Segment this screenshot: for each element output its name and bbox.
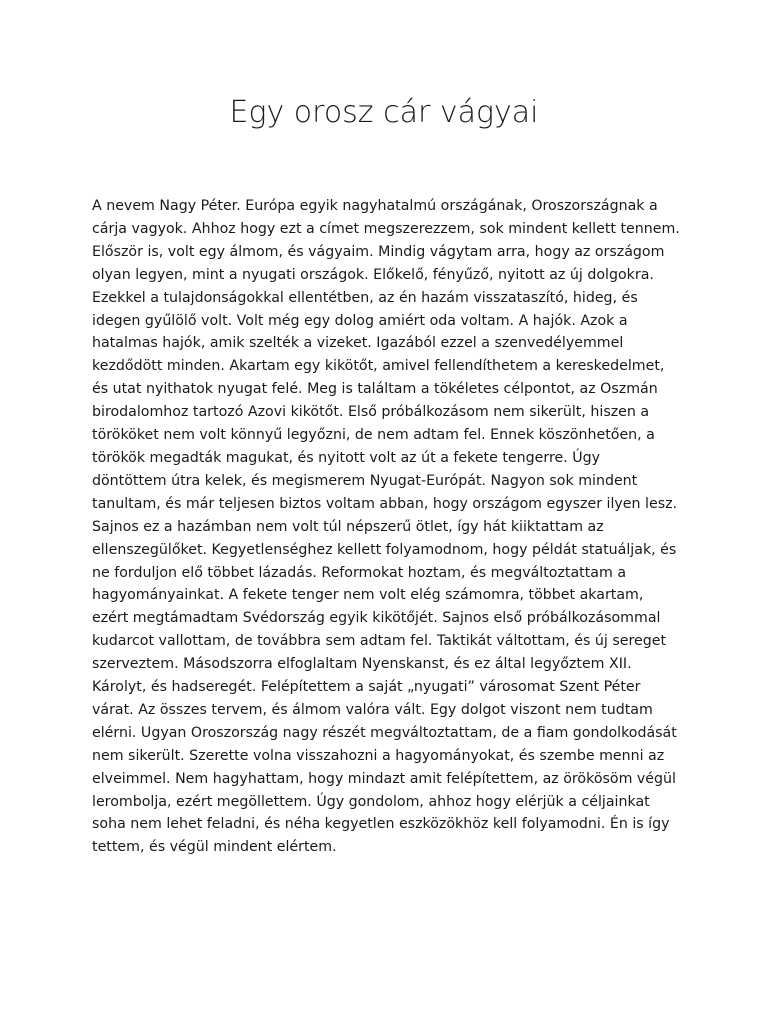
body-line: szerveztem. Másodszorra elfoglaltam Nyenskanst, és ez által legyőztem XII. [92,656,632,673]
body-line: olyan legyen, mint a nyugati országok. Előkelő, fényűző, nyitott az új dolgokra. [92,266,654,283]
body-line: kezdődött minden. Akartam egy kikötőt, amivel fellendíthetem a kereskedelmet, [92,358,665,375]
body-line: kudarcot vallottam, de továbbra sem adtam fel. Taktikát váltottam, és új sereget [92,633,667,650]
body-line: Ezekkel a tulajdonságokkal ellentétben, az én hazám visszataszító, hideg, és [92,289,638,306]
body-line: lerombolja, ezért megöllettem. Úgy gondolom, ahhoz hogy elérjük a céljainkat [92,793,650,810]
body-line: ellenszegülőket. Kegyetlenséghez kellett folyamodnom, hogy példát statuáljak, és [92,541,677,558]
body-line: birodalomhoz tartozó Azovi kikötőt. Első próbálkozásom nem sikerült, hiszen a [92,404,650,421]
body-line: várat. Az összes tervem, és álmom valóra vált. Egy dolgot viszont nem tudtam [92,701,653,718]
body-line: idegen gyűlölő volt. Volt még egy dolog amiért oda voltam. A hajók. Azok a [92,312,628,329]
body-line: cárja vagyok. Ahhoz hogy ezt a címet megszerezzem, sok mindent kellett tennem. [92,220,680,237]
body-line: tettem, és végül mindent elértem. [92,839,337,856]
body-line: törököket nem volt könnyű legyőzni, de nem adtam fel. Ennek köszönhetően, a [92,427,655,444]
body-line: elérni. Ugyan Oroszország nagy részét megváltoztattam, de a fiam gondolkodását [92,724,677,741]
body-line: Sajnos ez a hazámban nem volt túl népszerű ötlet, így hát kiiktattam az [92,518,604,535]
body-line: törökök megadták magukat, és nyitott volt az út a fekete tengerre. Úgy [92,449,601,466]
body-line: Először is, volt egy álmom, és vágyaim. Mindig vágytam arra, hogy az országom [92,243,665,260]
body-line: ne forduljon elő többet lázadás. Reformokat hoztam, és megváltoztattam a [92,564,627,581]
body-line: hagyományainkat. A fekete tenger nem volt elég számomra, többet akartam, [92,587,644,604]
body-line: és utat nyithatok nyugat felé. Meg is találtam a tökéletes célpontot, az Oszmán [92,381,658,398]
body-line: elveimmel. Nem hagyhattam, hogy mindazt amit felépítettem, az örökösöm végül [92,770,676,787]
document-body [92,195,692,859]
body-line: nem sikerült. Szerette volna visszahozni a hagyományokat, és szembe menni az [92,747,665,764]
body-line: hatalmas hajók, amik szelték a vizeket. Igazából ezzel a szenvedélyemmel [92,335,624,352]
body-line: döntöttem útra kelek, és megismerem Nyugat-Európát. Nagyon sok mindent [92,472,638,489]
body-line: Károlyt, és hadseregét. Felépítettem a saját „nyugati” városomat Szent Péter [92,679,641,696]
body-line: A nevem Nagy Péter. Európa egyik nagyhatalmú országának, Oroszországnak a [92,198,658,214]
body-line: soha nem lehet feladni, és néha kegyetlen eszközökhöz kell folyamodni. Én is így [92,816,670,833]
body-line: tanultam, és már teljesen biztos voltam abban, hogy országom egyszer ilyen lesz. [92,495,678,512]
document-title: Egy orosz cár vágyai [229,95,539,130]
body-line: ezért megtámadtam Svédország egyik kikötőjét. Sajnos első próbálkozásommal [92,610,661,627]
